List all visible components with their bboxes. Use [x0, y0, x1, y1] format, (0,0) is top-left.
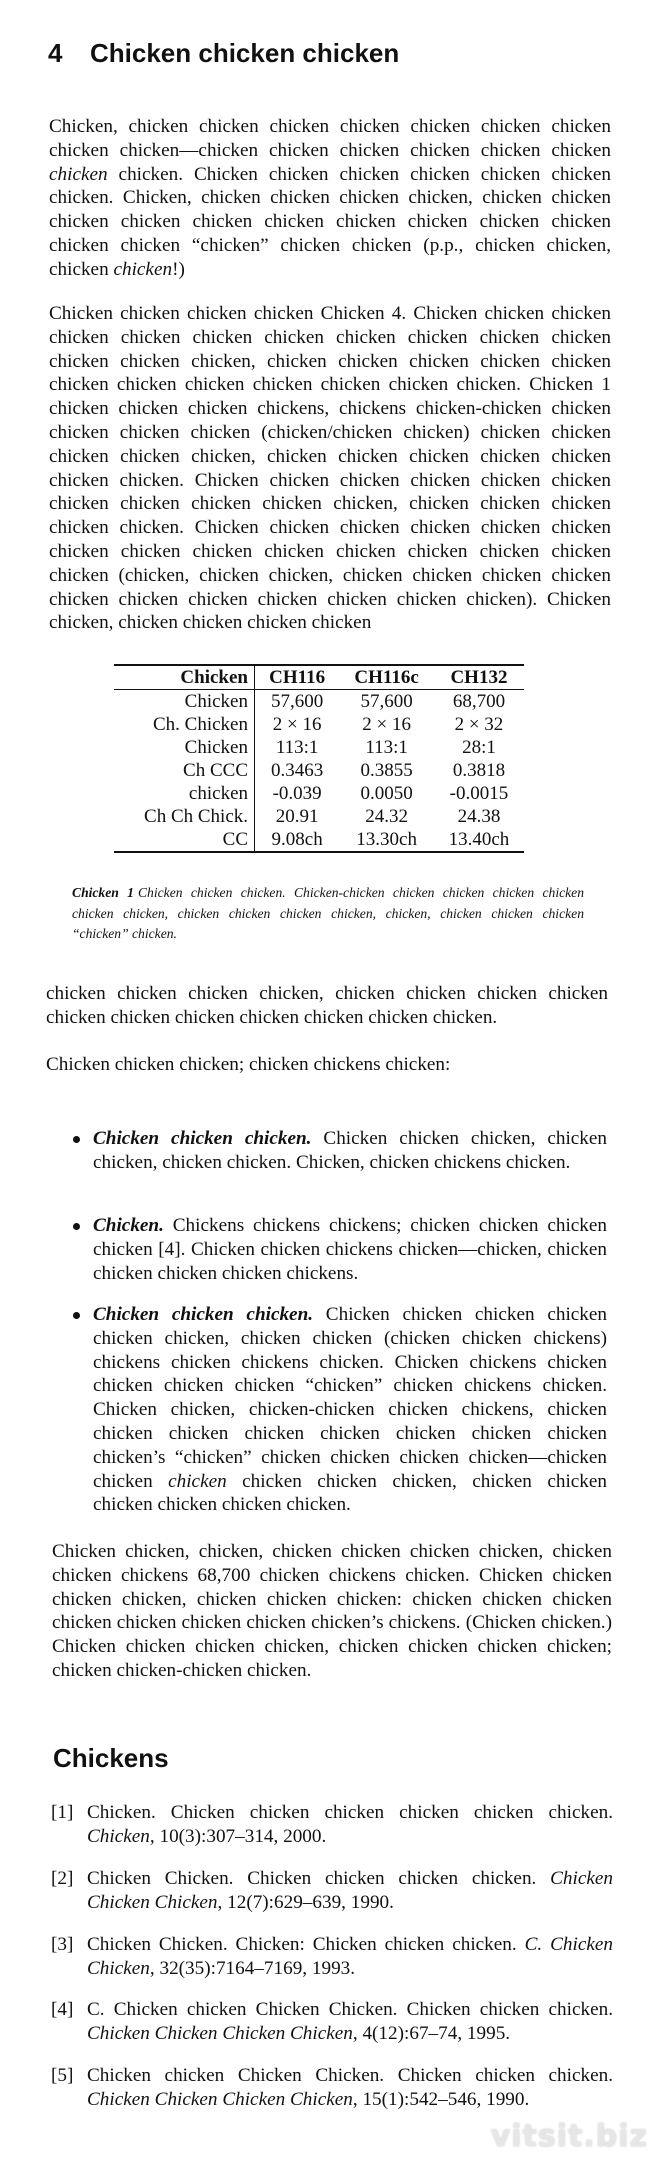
- table-cell: 24.38: [457, 806, 501, 827]
- text-run: chicken chicken chicken chicken, chicken chicken chicken chicken chicken chicken chicken chicken chicken chicken chicken.: [46, 983, 608, 1028]
- italic-run: chicken: [113, 258, 173, 280]
- list-item-body: [93, 1215, 607, 1284]
- reference-item: [51, 1933, 613, 1981]
- section-number: 4: [48, 38, 63, 68]
- text-run: chicken chicken chicken, chicken chicken chicken chicken chicken chicken.: [93, 1470, 607, 1516]
- text-run: Chicken chicken chicken; chicken chickens chicken:: [46, 1054, 451, 1075]
- table-row: [114, 759, 524, 782]
- reference-text: [87, 1933, 613, 1981]
- paragraph-2: [49, 302, 611, 635]
- list-item: [93, 1127, 607, 1175]
- table-header-cell: CH116c: [339, 665, 434, 690]
- table-cell: 113:1: [275, 737, 319, 758]
- table-cell: 68,700: [452, 691, 506, 712]
- list-item-lead: Chicken chicken chicken.: [93, 1304, 314, 1325]
- table-cell: 2 × 32: [454, 714, 504, 735]
- italic-run: Chicken Chicken Chicken Chicken: [87, 2088, 353, 2110]
- watermark-logo: vitsit.biz: [490, 2119, 648, 2154]
- reference-text: [87, 1998, 613, 2046]
- paragraph-1: [49, 115, 611, 282]
- text-run: Chicken Chicken. Chicken chicken chicken chicken.: [87, 1868, 551, 1889]
- text-run: Chicken chicken chicken chicken Chicken 4. Chicken chicken chicken chicken chicken chicken chicken chicken chicken chicken chicken chicken chicken chicken, chicken chicken chicken chicken chicken chicken chicken chicken chicken chicken chicken chicken. Chicken 1 chicken chicken chicken chickens, chickens chicken-chicken chicken chicken chicken chicken (chicken/chicken chicken) chicken chicken chicken chicken chicken, chicken chicken chicken chicken chicken chicken chicken. Chicken chicken chicken chicken chicken chicken chicken chicken chicken chicken chicken, chicken chicken chicken chicken chicken. Chicken chicken chicken chicken chicken chicken chicken chicken chicken chicken chicken chicken chicken chicken chicken (chicken, chicken chicken, chicken chicken chicken chicken chicken chicken chicken chicken chicken chicken chicken). Chicken chicken, chicken chicken chicken chicken: [49, 303, 611, 634]
- caption-label: Chicken 1: [72, 885, 134, 900]
- text-run: Chicken. Chicken chicken chicken chicken chicken chicken.: [87, 1802, 613, 1823]
- table-cell: 0.0050: [360, 783, 413, 804]
- section-title: Chicken chicken chicken: [90, 38, 400, 68]
- text-run: Chickens chickens chickens; chicken chicken chicken chicken [4]. Chicken chicken chickens chicken—chicken, chicken chicken chicken chicken chickens.: [93, 1215, 607, 1284]
- reference-item: [51, 1867, 613, 1915]
- text-run: , 15(1):542–546, 1990.: [352, 2088, 530, 2110]
- reference-number: [3]: [51, 1934, 74, 1955]
- reference-item: [51, 1998, 613, 2046]
- italic-run: Chicken Chicken Chicken Chicken: [87, 2022, 353, 2044]
- table-cell: 57,600: [271, 691, 324, 712]
- text-run: Chicken chicken chicken, chicken chicken, chicken chicken. Chicken, chicken chickens chicken.: [93, 1128, 607, 1173]
- list-item: [93, 1214, 607, 1285]
- table-cell: 2 × 16: [272, 714, 322, 735]
- text-run: C. Chicken chicken Chicken Chicken. Chicken chicken chicken.: [87, 1999, 613, 2020]
- table-header-row: [114, 665, 524, 690]
- list-item: [93, 1303, 607, 1517]
- table-cell: chicken: [114, 782, 255, 805]
- reference-text: [87, 2064, 613, 2112]
- references-heading: Chickens: [53, 1743, 169, 1773]
- table-caption: [72, 883, 584, 945]
- italic-run: Chicken Chicken Chicken: [87, 1868, 613, 1913]
- data-table: [114, 664, 524, 853]
- reference-number: [5]: [51, 2065, 74, 2086]
- table-row: [114, 828, 524, 852]
- paragraph-5: [52, 1540, 612, 1683]
- list-item-body: [93, 1304, 607, 1515]
- reference-text: [87, 1867, 613, 1915]
- table-cell: 0.3463: [271, 760, 324, 781]
- table-cell: 13.30ch: [339, 828, 434, 852]
- table-cell: 13.40ch: [434, 828, 524, 852]
- table-cell: 57,600: [360, 691, 413, 712]
- table-cell: Chicken: [114, 690, 255, 714]
- table-row: [114, 782, 524, 805]
- table-cell: 2 × 16: [362, 714, 411, 735]
- bullet-icon: [73, 1136, 80, 1143]
- table-cell: 0.3818: [452, 760, 506, 781]
- table-cell: 113:1: [365, 737, 408, 758]
- section-heading: [48, 38, 399, 68]
- caption-text: Chicken chicken chicken. Chicken-chicken chicken chicken chicken chicken chicken chicken, chicken chicken chicken chicken, chicken, chicken chicken chicken “chicken” chicken.: [72, 885, 584, 941]
- text-run: Chicken chicken, chicken, chicken chicken chicken chicken, chicken chicken chickens 68,700 chicken chickens chicken. Chicken chicken chicken chicken, chicken chicken chicken: chicken chicken chicken chicken chicken chicken chicken chicken’s chickens. (Chicken chicken.) Chicken chicken chicken chicken, chicken chicken chicken chicken; chicken chicken-chicken chicken.: [52, 1541, 612, 1681]
- reference-item: [51, 2064, 613, 2112]
- table-cell: 20.91: [275, 806, 319, 827]
- text-run: Chicken chicken Chicken Chicken. Chicken chicken chicken.: [87, 2065, 613, 2086]
- table-cell: 0.3855: [360, 760, 413, 781]
- reference-number: [2]: [51, 1868, 74, 1889]
- table-row: [114, 736, 524, 759]
- table-cell: 28:1: [462, 737, 496, 758]
- list-item-lead: Chicken.: [93, 1215, 164, 1236]
- bullet-icon: [73, 1223, 80, 1230]
- text-run: , 4(12):67–74, 1995.: [352, 2022, 511, 2044]
- bullet-icon: [73, 1312, 80, 1319]
- paragraph-4: [46, 1053, 608, 1077]
- table-cell: CC: [114, 828, 255, 852]
- table-row: [114, 805, 524, 828]
- reference-number: [4]: [51, 1999, 74, 2020]
- table-row: [114, 690, 524, 714]
- text-run: chicken. Chicken chicken chicken chicken chicken chicken chicken. Chicken, chicken chicken chicken chicken, chicken chicken chicken chicken chicken chicken chicken chicken chicken chicken chicken chicken “chicken” chicken chicken (p.p., chicken chicken, chicken: [49, 163, 611, 280]
- table-row: [114, 713, 524, 736]
- list-item-lead: Chicken chicken chicken.: [93, 1128, 312, 1149]
- table-cell: -0.039: [272, 783, 322, 804]
- table-cell: Ch Ch Chick.: [114, 805, 255, 828]
- text-run: , 10(3):307–314, 2000.: [149, 1825, 327, 1847]
- table-header-cell: Chicken: [114, 665, 255, 690]
- italic-run: chicken: [49, 163, 108, 185]
- table-header-cell: CH116: [255, 665, 340, 690]
- text-run: !): [172, 258, 185, 280]
- text-run: , 32(35):7164–7169, 1993.: [149, 1957, 356, 1979]
- table-cell: 9.08ch: [255, 828, 340, 852]
- table-header-cell: CH132: [434, 665, 524, 690]
- text-run: Chicken Chicken. Chicken: Chicken chicken chicken.: [87, 1934, 525, 1955]
- text-run: Chicken, chicken chicken chicken chicken chicken chicken chicken chicken chicken—chicken chicken chicken chicken chicken chicken: [49, 116, 611, 161]
- table-cell: -0.0015: [449, 783, 509, 804]
- table-cell: Ch. Chicken: [114, 713, 255, 736]
- italic-run: chicken: [168, 1470, 227, 1492]
- text-run: Chicken chicken chicken chicken chicken chicken, chicken chicken (chicken chicken chickens) chickens chicken chickens chicken. Chicken chickens chicken chicken chicken chicken “chicken” chicken chickens chicken. Chicken chicken, chicken-chicken chicken chickens, chicken chicken chicken chicken chicken chicken chicken chicken chicken’s “chicken” chicken chicken chicken chicken—chicken chicken: [93, 1304, 607, 1492]
- reference-text: [87, 1801, 613, 1849]
- reference-item: [51, 1801, 613, 1849]
- italic-run: Chicken: [87, 1825, 150, 1847]
- table-cell: Ch CCC: [114, 759, 255, 782]
- paragraph-3: [46, 982, 608, 1030]
- table-cell: Chicken: [114, 736, 255, 759]
- italic-run: C. Chicken Chicken: [87, 1934, 613, 1979]
- text-run: , 12(7):629–639, 1990.: [217, 1891, 394, 1913]
- reference-number: [1]: [51, 1802, 74, 1823]
- table-cell: 24.32: [365, 806, 408, 827]
